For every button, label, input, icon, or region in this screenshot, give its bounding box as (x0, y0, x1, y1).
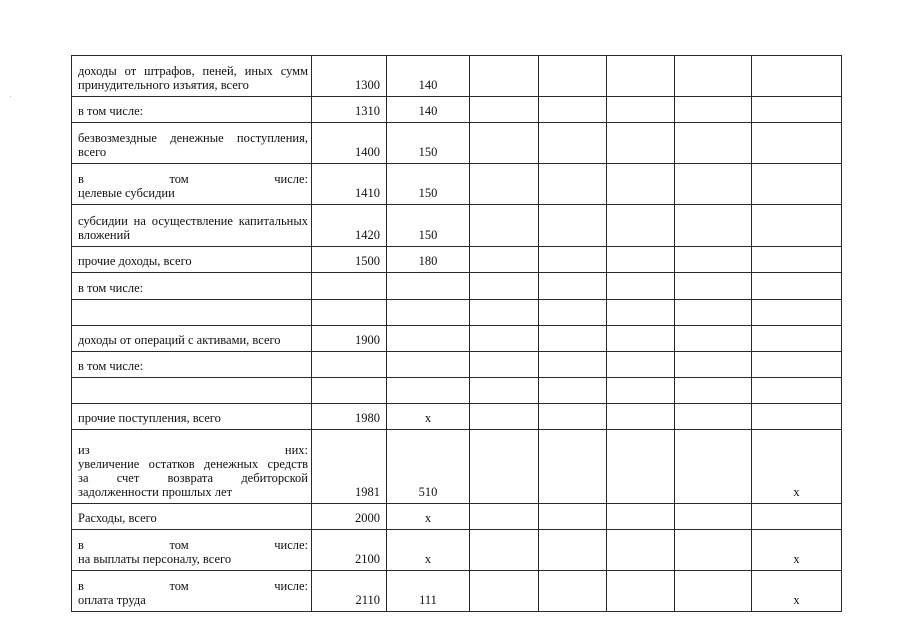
description-line: безвозмездные денежные поступления, (78, 131, 308, 145)
row-description (72, 56, 312, 97)
amount-cell (607, 56, 675, 97)
row-kbk: x (387, 404, 470, 430)
row-last-mark: x (752, 430, 842, 504)
row-description (72, 430, 312, 504)
row-description (72, 164, 312, 205)
amount-cell (539, 504, 607, 530)
amount-cell (675, 504, 752, 530)
amount-cell (470, 247, 539, 273)
row-description (72, 326, 312, 352)
row-code (312, 300, 387, 326)
amount-cell (675, 571, 752, 612)
table-row (72, 205, 842, 247)
amount-cell (675, 164, 752, 205)
amount-cell (675, 378, 752, 404)
description-line: прочие поступления, всего (78, 411, 221, 425)
row-kbk: 150 (387, 205, 470, 247)
table-row (72, 326, 842, 352)
amount-cell (675, 530, 752, 571)
table-row (72, 123, 842, 164)
amount-cell (539, 97, 607, 123)
row-code (312, 378, 387, 404)
description-line (78, 385, 308, 399)
amount-cell (675, 56, 752, 97)
row-description (72, 378, 312, 404)
row-description (72, 273, 312, 300)
amount-cell (470, 123, 539, 164)
row-kbk: x (387, 504, 470, 530)
description-line: вложений (78, 228, 131, 242)
amount-cell (470, 430, 539, 504)
table-row (72, 430, 842, 504)
amount-cell (607, 300, 675, 326)
description-line: в том числе: (78, 579, 308, 593)
row-description (72, 571, 312, 612)
description-line: на выплаты персоналу, всего (78, 552, 232, 566)
amount-cell (539, 404, 607, 430)
row-last-mark (752, 123, 842, 164)
row-last-mark (752, 378, 842, 404)
description-line: задолженности прошлых лет (78, 485, 233, 499)
row-description (72, 300, 312, 326)
row-last-mark (752, 273, 842, 300)
description-line: прочие доходы, всего (78, 254, 192, 268)
budget-table (71, 55, 842, 612)
table-row (72, 530, 842, 571)
row-code (312, 352, 387, 378)
amount-cell (607, 352, 675, 378)
amount-cell (607, 530, 675, 571)
row-last-mark (752, 300, 842, 326)
row-kbk: 150 (387, 123, 470, 164)
description-line: из них: (78, 443, 308, 457)
amount-cell (539, 273, 607, 300)
amount-cell (607, 123, 675, 164)
description-line: Расходы, всего (78, 511, 157, 525)
row-kbk: 140 (387, 56, 470, 97)
row-description (72, 97, 312, 123)
table-row (72, 352, 842, 378)
row-kbk (387, 352, 470, 378)
amount-cell (675, 123, 752, 164)
amount-cell (470, 205, 539, 247)
amount-cell (539, 205, 607, 247)
row-kbk (387, 273, 470, 300)
row-last-mark (752, 164, 842, 205)
amount-cell (470, 326, 539, 352)
amount-cell (675, 247, 752, 273)
description-line: доходы от штрафов, пеней, иных сумм (78, 64, 308, 78)
table-row (72, 571, 842, 612)
amount-cell (607, 504, 675, 530)
amount-cell (607, 205, 675, 247)
amount-cell (470, 352, 539, 378)
row-description (72, 123, 312, 164)
amount-cell (675, 97, 752, 123)
row-code: 1420 (312, 205, 387, 247)
amount-cell (470, 504, 539, 530)
description-line: целевые субсидии (78, 186, 175, 200)
amount-cell (539, 300, 607, 326)
row-kbk: 111 (387, 571, 470, 612)
amount-cell (607, 164, 675, 205)
amount-cell (675, 430, 752, 504)
amount-cell (607, 571, 675, 612)
amount-cell (470, 300, 539, 326)
row-description (72, 352, 312, 378)
amount-cell (675, 273, 752, 300)
row-last-mark (752, 404, 842, 430)
amount-cell (607, 404, 675, 430)
row-code: 1500 (312, 247, 387, 273)
amount-cell (607, 430, 675, 504)
amount-cell (675, 300, 752, 326)
row-kbk: 180 (387, 247, 470, 273)
row-code: 1400 (312, 123, 387, 164)
amount-cell (470, 530, 539, 571)
amount-cell (470, 273, 539, 300)
row-code: 2000 (312, 504, 387, 530)
table-row (72, 247, 842, 273)
row-kbk: x (387, 530, 470, 571)
description-line: в том числе: (78, 281, 144, 295)
amount-cell (675, 205, 752, 247)
amount-cell (539, 430, 607, 504)
row-kbk (387, 326, 470, 352)
amount-cell (607, 378, 675, 404)
table-row (72, 164, 842, 205)
row-description (72, 404, 312, 430)
row-last-mark (752, 205, 842, 247)
description-line (78, 307, 308, 321)
amount-cell (607, 247, 675, 273)
amount-cell (470, 164, 539, 205)
amount-cell (539, 352, 607, 378)
description-line: доходы от операций с активами, всего (78, 333, 281, 347)
description-line: в том числе: (78, 104, 144, 118)
amount-cell (470, 571, 539, 612)
row-code: 1980 (312, 404, 387, 430)
amount-cell (539, 247, 607, 273)
amount-cell (539, 378, 607, 404)
amount-cell (607, 273, 675, 300)
description-line: в том числе: (78, 172, 308, 186)
amount-cell (539, 571, 607, 612)
row-description (72, 504, 312, 530)
row-last-mark (752, 56, 842, 97)
row-kbk (387, 300, 470, 326)
amount-cell (607, 97, 675, 123)
row-code: 1300 (312, 56, 387, 97)
row-code: 2110 (312, 571, 387, 612)
row-kbk (387, 378, 470, 404)
description-line: оплата труда (78, 593, 146, 607)
amount-cell (539, 326, 607, 352)
row-last-mark: x (752, 571, 842, 612)
amount-cell (675, 326, 752, 352)
amount-cell (470, 56, 539, 97)
table-row (72, 504, 842, 530)
table-row (72, 273, 842, 300)
row-description (72, 530, 312, 571)
scan-speck (10, 96, 11, 97)
row-code: 1310 (312, 97, 387, 123)
description-line: увеличение остатков денежных средств (78, 457, 308, 471)
description-line: субсидии на осуществление капитальных (78, 214, 308, 228)
row-kbk: 150 (387, 164, 470, 205)
amount-cell (539, 123, 607, 164)
row-code: 1981 (312, 430, 387, 504)
row-last-mark: x (752, 530, 842, 571)
row-description (72, 205, 312, 247)
row-code (312, 273, 387, 300)
table-row (72, 378, 842, 404)
description-line: в том числе: (78, 359, 144, 373)
description-line: в том числе: (78, 538, 308, 552)
table-row (72, 97, 842, 123)
row-last-mark (752, 247, 842, 273)
row-last-mark (752, 97, 842, 123)
row-last-mark (752, 326, 842, 352)
amount-cell (607, 326, 675, 352)
description-line: всего (78, 145, 107, 159)
amount-cell (470, 404, 539, 430)
row-last-mark (752, 352, 842, 378)
row-last-mark (752, 504, 842, 530)
amount-cell (539, 164, 607, 205)
row-kbk: 140 (387, 97, 470, 123)
table-row (72, 404, 842, 430)
row-kbk: 510 (387, 430, 470, 504)
row-code: 1900 (312, 326, 387, 352)
amount-cell (470, 97, 539, 123)
row-code: 1410 (312, 164, 387, 205)
description-line: принудительного изъятия, всего (78, 78, 249, 92)
table-row (72, 56, 842, 97)
row-description (72, 247, 312, 273)
amount-cell (539, 530, 607, 571)
amount-cell (675, 352, 752, 378)
table-row (72, 300, 842, 326)
description-line: за счет возврата дебиторской (78, 471, 308, 485)
row-code: 2100 (312, 530, 387, 571)
amount-cell (675, 404, 752, 430)
amount-cell (539, 56, 607, 97)
amount-cell (470, 378, 539, 404)
